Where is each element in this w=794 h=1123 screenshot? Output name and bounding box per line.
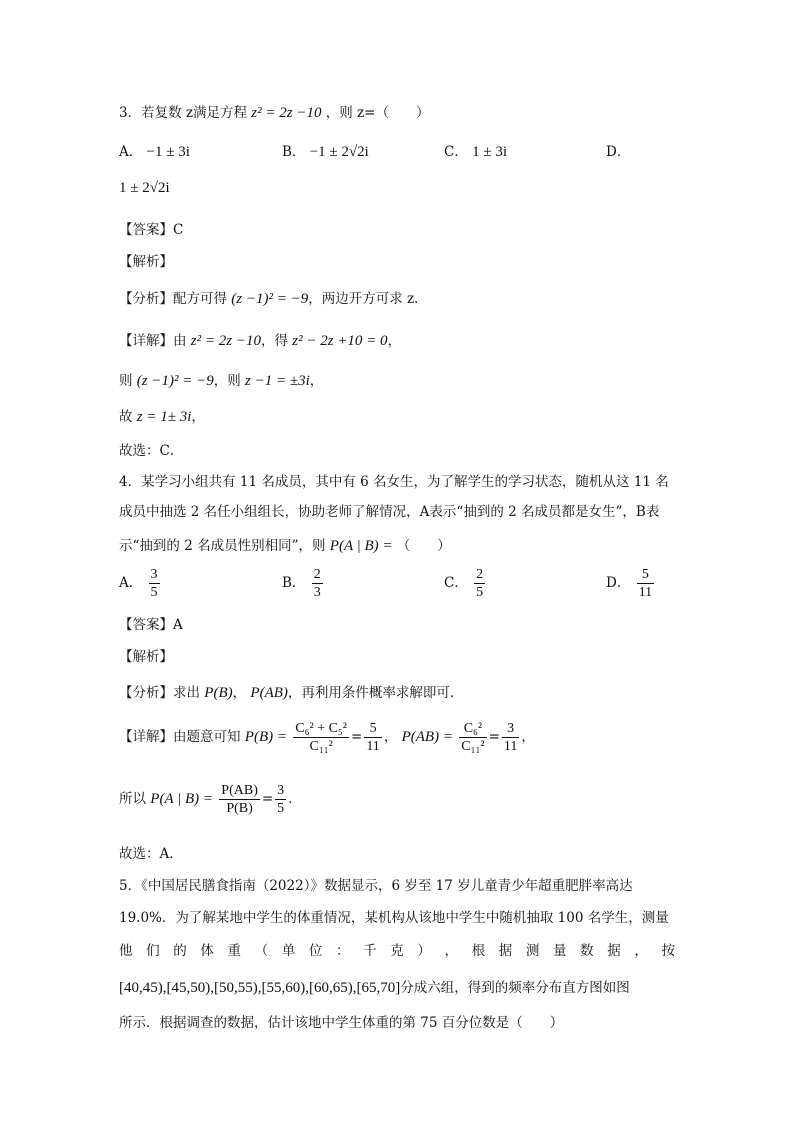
- frac-num: 5: [637, 566, 654, 584]
- frac-num: 3: [277, 783, 285, 798]
- q5-line4: [119, 976, 630, 997]
- frac-den: 5: [277, 801, 285, 816]
- so-equation: P(A | B) =: [150, 791, 213, 807]
- q3-choose: 故选：C．: [119, 443, 184, 459]
- xj-text: 由: [173, 333, 187, 349]
- xj-text: ，: [387, 333, 402, 349]
- frac-num: 3: [502, 720, 519, 738]
- option-label: B．: [282, 575, 306, 591]
- frac-den: 11: [638, 585, 653, 600]
- q5-line1: 5．《中国居民膳食指南（2022）》数据显示，6 岁至 17 岁儿童青少年超重肥胖率高达: [119, 878, 633, 894]
- q4-option-c: [444, 566, 487, 601]
- q5-char: ，: [634, 943, 648, 959]
- fenxi-equation: P(AB): [250, 685, 288, 701]
- q5-char: ，: [444, 943, 458, 959]
- q5-char: 们: [146, 943, 160, 959]
- q5-char: 单: [281, 943, 296, 959]
- frac-num: 3: [150, 567, 158, 582]
- frac-num: C₆² + C₅²: [295, 721, 348, 736]
- step-equation: (z −1)² = −9: [136, 373, 214, 389]
- xj-fraction: [364, 720, 381, 755]
- q5-char: 体: [200, 943, 214, 959]
- q5-char: 重: [227, 943, 241, 959]
- so-text: ．: [288, 791, 302, 807]
- option-label: D．: [606, 575, 631, 591]
- q4-option-d: [606, 566, 656, 601]
- option-label: C．: [444, 144, 468, 160]
- option-label: A．: [119, 575, 143, 591]
- q4-line3-equation: P(A | B) =: [329, 538, 393, 554]
- xj-text: ，得: [260, 333, 288, 349]
- q5-char: 据: [607, 943, 621, 959]
- option-label: B．: [282, 144, 306, 160]
- q3-xiangjie: [119, 329, 401, 350]
- q5-char: 千: [363, 943, 377, 959]
- frac-den: P(B): [226, 801, 253, 816]
- xj-fraction: [502, 720, 519, 755]
- fenxi-equation: P(B): [204, 685, 233, 701]
- q5-char: 根: [471, 943, 486, 959]
- q5-line5: 所示．根据调查的数据，估计该地中学生体重的第 75 百分位数是（ ）: [119, 1015, 564, 1031]
- xj-equation: P(AB) =: [401, 729, 453, 745]
- q3-option-b: [282, 140, 369, 161]
- frac-den: C₁₁²: [309, 739, 333, 754]
- q5-char: （: [254, 943, 269, 959]
- q4-so: 所以 P(A | B) = $\frac{P(AB)}{P(B)}$ = $\frac{3}{5}$ ．: [119, 783, 302, 816]
- option-fraction: [312, 566, 323, 601]
- xj-equation: P(B) =: [244, 729, 287, 745]
- frac-den: 5: [476, 585, 484, 600]
- frac-den: 11: [503, 739, 518, 754]
- option-value: −1 ± 3i: [146, 144, 190, 160]
- q3-option-a: [119, 140, 190, 161]
- q5-char: ）: [417, 943, 431, 959]
- so-text: 所以: [119, 791, 146, 807]
- q3-step2: [119, 369, 323, 390]
- q4-choose: 故选：A．: [119, 846, 183, 862]
- fenxi-tag: 【分析】: [119, 685, 173, 701]
- xiangjie-tag: 【详解】: [119, 333, 173, 349]
- option-value: 1 ± 3i: [472, 144, 508, 160]
- q5-line2: 19.0%．为了解某地中学生的体重情况，某机构从该地中学生中随机抽取 100 名学生，测量: [119, 910, 669, 926]
- q3-stem-equation: z² = 2z −10: [251, 105, 322, 121]
- q5-char: ：: [336, 943, 350, 959]
- q5-intervals: [40,45),[45,50),[50,55),[55,60),[60,65),[65,70]: [119, 980, 401, 996]
- q3-stem: [119, 101, 429, 122]
- frac-den: C₁₁²: [461, 739, 485, 754]
- xj-fraction: [293, 720, 349, 755]
- frac-num: 2: [476, 567, 484, 582]
- option-label: C．: [444, 575, 468, 591]
- q4-line3-tail: （ ）: [396, 538, 451, 554]
- option-label: D．: [606, 144, 631, 160]
- fenxi-equation: (z −1)² = −9: [231, 291, 309, 307]
- frac-num: C₆²: [459, 720, 486, 738]
- so-fraction: [219, 782, 260, 817]
- q4-line3-text: 示“抽到的 2 名成员性别相同”，则: [119, 538, 326, 554]
- fenxi-text: 求出: [173, 685, 200, 701]
- q5-char: 克: [390, 943, 404, 959]
- q5-line4-text: 分成六组，得到的频率分布直方图如图: [400, 980, 630, 996]
- q4-analysis-tag: 【解析】: [119, 649, 173, 665]
- q3-answer: [119, 218, 183, 238]
- q3-stem-text: 3．若复数 z满足方程: [119, 105, 247, 121]
- fenxi-text: 配方可得: [173, 291, 227, 307]
- xj-text: 由题意可知: [173, 729, 241, 745]
- answer-tag: 【答案】: [119, 222, 173, 238]
- answer-value: C: [173, 222, 184, 238]
- step-equation: z = 1± 3i: [136, 409, 192, 425]
- xj-equation: z² − 2z +10 = 0: [292, 333, 388, 349]
- q3-step3: [119, 405, 205, 426]
- xj-fraction: [459, 720, 486, 755]
- xj-text: ，: [521, 729, 535, 745]
- step-text: ，则: [213, 373, 241, 389]
- option-fraction: [149, 566, 160, 601]
- q5-char: 他: [119, 943, 133, 959]
- q4-xiangjie: 【详解】由题意可知 P(B) = $\frac{\text{C₆² + C₅²}}{\text{C₁₁²}}$ = $\frac{5}{11}$ ， P(AB) = $\frac{\text{C₆²}}{\text{C₁₁²}}$ = $\frac{3}{11}$ ，: [119, 721, 535, 754]
- frac-den: 5: [150, 585, 158, 600]
- q5-line3: [119, 939, 675, 959]
- frac-num: 2: [313, 567, 321, 582]
- xj-text: ，: [383, 729, 398, 745]
- frac-den: 3: [313, 585, 321, 600]
- so-fraction: [275, 782, 286, 817]
- frac-num: 5: [364, 720, 381, 738]
- option-fraction: [637, 566, 654, 601]
- option-label: A．: [119, 144, 143, 160]
- step-text: ，: [191, 409, 205, 425]
- q4-fenxi: [119, 681, 463, 702]
- q5-char: 据: [498, 943, 513, 959]
- answer-tag: 【答案】: [119, 617, 173, 633]
- xiangjie-tag: 【详解】: [119, 729, 173, 745]
- q5-char: 位: [308, 943, 323, 959]
- step-text: ，: [309, 373, 324, 389]
- q4-option-b: [282, 566, 325, 601]
- fenxi-text: ，: [232, 685, 247, 701]
- q3-analysis-tag: 【解析】: [119, 254, 173, 270]
- q3-stem-tail: ，则 z=（ ）: [325, 105, 430, 121]
- option-fraction: [474, 566, 485, 601]
- q5-char: 量: [553, 943, 567, 959]
- frac-den: 11: [366, 739, 380, 754]
- step-text: 则: [119, 373, 133, 389]
- option-value: −1 ± 2√2i: [309, 144, 369, 160]
- q4-answer: [119, 613, 183, 633]
- q4-line3: [119, 534, 451, 555]
- q5-char: 按: [661, 943, 675, 959]
- q3-fenxi: [119, 287, 428, 308]
- fenxi-text: ，再利用条件概率求解即可．: [287, 685, 464, 701]
- xj-equation: z² = 2z −10: [190, 333, 261, 349]
- q3-option-d-value: 1 ± 2√2i: [119, 180, 170, 196]
- q3-option-c: [444, 140, 507, 161]
- q5-char: 数: [580, 943, 594, 959]
- step-equation: z −1 = ±3i: [245, 373, 310, 389]
- q4-line2: 成员中抽选 2 名任小组组长，协助老师了解情况，A表示“抽到的 2 名成员都是女生”，B表: [119, 504, 660, 520]
- q4-line1: 4．某学习小组共有 11 名成员，其中有 6 名女生，为了解学生的学习状态，随机从这 11 名: [119, 474, 669, 490]
- fenxi-tag: 【分析】: [119, 291, 173, 307]
- answer-value: A: [173, 617, 183, 633]
- q3-option-d: [606, 140, 630, 161]
- frac-num: P(AB): [221, 783, 258, 798]
- fenxi-text: ，两边开方可求 z．: [308, 291, 428, 307]
- q5-char: 测: [525, 943, 540, 959]
- q5-char: 的: [173, 943, 187, 959]
- step-text: 故: [119, 409, 133, 425]
- q4-option-a: [119, 566, 162, 601]
